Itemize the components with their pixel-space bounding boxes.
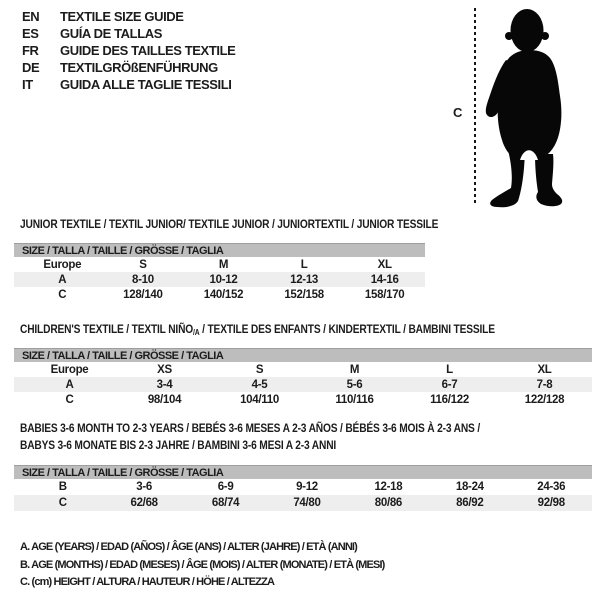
table-row: [14, 479, 592, 495]
size-table-header: SIZE / TALLA / TAILLE / GRÖSSE / TAGLIA: [14, 243, 425, 257]
height-measure-label: C: [453, 105, 463, 120]
language-label: GUIDA ALLE TAGLIE TESSILI: [60, 77, 232, 92]
size-cell: 92/98: [537, 497, 565, 509]
size-cell: 104/110: [240, 393, 279, 406]
section-heading-junior: JUNIOR TEXTILE / TEXTIL JUNIOR/ TEXTILE JUNIOR / JUNIORTEXTIL / JUNIOR TESSILE: [20, 217, 439, 231]
language-code: FR: [22, 43, 39, 58]
language-label: GUÍA DE TALLAS: [60, 26, 163, 41]
row-label: B: [58, 481, 67, 493]
table-row: [14, 287, 425, 302]
size-cell: 6-9: [217, 481, 234, 493]
language-row: [22, 8, 235, 25]
footnote-a: A. AGE (YEARS) / EDAD (AÑOS) / ÂGE (ANS) / ALTER (JAHRE) / ETÀ (ANNI): [20, 541, 357, 553]
table-row: [14, 272, 425, 287]
heading-subscript: /A: [193, 328, 200, 337]
footnote-b: B. AGE (MONTHS) / EDAD (MESES) / ÂGE (MOIS) / ALTER (MONATE) / ETÀ (MESI): [20, 558, 385, 571]
size-cell: 14-16: [370, 273, 399, 286]
size-cell: 4-5: [251, 378, 268, 391]
size-cell: XL: [377, 258, 392, 271]
size-cell: 74/80: [293, 497, 321, 509]
language-label: TEXTILE SIZE GUIDE: [60, 9, 184, 24]
section-heading-babies: [20, 420, 480, 454]
size-cell: 80/86: [374, 497, 403, 509]
language-code: ES: [22, 26, 39, 41]
size-cell: XS: [157, 363, 172, 376]
size-cell: 86/92: [456, 497, 484, 509]
language-row: [22, 59, 235, 76]
size-cell: 12-18: [374, 481, 403, 493]
language-row: [22, 76, 235, 93]
size-cell: 3-4: [156, 378, 173, 391]
size-cell: 128/140: [123, 288, 163, 301]
size-cell: 18-24: [455, 481, 484, 493]
size-cell: S: [139, 258, 147, 271]
size-table-header: SIZE / TALLA / TAILLE / GRÖSSE / TAGLIA: [14, 348, 592, 362]
heading-text: CHILDREN'S TEXTILE / TEXTIL NIÑO: [20, 322, 194, 336]
size-cell: 5-6: [346, 378, 363, 391]
language-label: GUIDE DES TAILLES TEXTILE: [60, 43, 236, 58]
size-cell: 10-12: [209, 273, 238, 286]
heading-line: BABYS 3-6 MONATE BIS 2-3 JAHRE / BAMBINI 3-6 MESI A 2-3 ANNI: [20, 438, 337, 452]
babies-size-table: [14, 465, 592, 511]
size-cell: 7-8: [536, 378, 553, 391]
heading-text: / TEXTILE DES ENFANTS / KINDERTEXTIL / BAMBINI TESSILE: [199, 322, 495, 336]
table-row: [14, 495, 592, 511]
size-cell: 24-36: [537, 481, 566, 493]
language-label: TEXTILGRÖßENFÜHRUNG: [60, 60, 218, 75]
language-guide: [22, 8, 235, 93]
language-code: EN: [22, 9, 40, 24]
section-heading-children: [20, 321, 495, 341]
row-label: C: [58, 497, 67, 509]
size-cell: 62/68: [130, 497, 158, 509]
size-cell: 122/128: [524, 393, 565, 406]
size-cell: 9-12: [296, 481, 318, 493]
language-code: DE: [22, 60, 40, 75]
footnotes: [20, 539, 385, 592]
row-label: C: [58, 288, 67, 301]
table-row: [14, 257, 425, 272]
size-cell: 8-10: [131, 273, 154, 286]
size-cell: S: [255, 363, 264, 376]
heading-line: BABIES 3-6 MONTH TO 2-3 YEARS / BEBÉS 3-6 MESES A 2-3 AÑOS / BÉBÉS 3-6 MOIS À 2-3 ANS /: [20, 421, 481, 435]
size-cell: 6-7: [441, 378, 458, 391]
row-label: A: [58, 273, 67, 286]
size-cell: 158/170: [364, 288, 405, 301]
footnote-c: C. (cm) HEIGHT / ALTURA / HAUTEUR / HÖHE / ALTEZZA: [20, 576, 275, 588]
children-size-table: [14, 348, 592, 407]
table-row: [14, 377, 592, 392]
language-row: [22, 42, 235, 59]
size-cell: 98/104: [147, 393, 182, 406]
size-cell: 3-6: [136, 481, 152, 493]
size-cell: 110/116: [335, 393, 374, 406]
size-cell: L: [300, 258, 308, 271]
language-row: [22, 25, 235, 42]
row-label: C: [65, 393, 74, 406]
size-cell: 68/74: [211, 497, 240, 509]
language-code: IT: [22, 77, 33, 92]
baby-silhouette: [478, 4, 578, 214]
size-table-header: SIZE / TALLA / TAILLE / GRÖSSE / TAGLIA: [14, 465, 592, 479]
table-row: [14, 392, 592, 407]
size-cell: 12-13: [290, 273, 319, 286]
junior-size-table: [14, 243, 425, 302]
row-label: Europe: [50, 363, 89, 376]
size-cell: M: [349, 363, 360, 376]
size-cell: 140/152: [203, 288, 244, 301]
size-cell: XL: [537, 363, 552, 376]
row-label: Europe: [43, 258, 82, 271]
size-cell: M: [218, 258, 229, 271]
size-cell: 152/158: [284, 288, 324, 301]
size-cell: 116/122: [430, 393, 469, 406]
height-measure-line: [474, 8, 476, 206]
table-row: [14, 362, 592, 377]
row-label: A: [65, 378, 74, 391]
size-cell: L: [446, 363, 453, 376]
